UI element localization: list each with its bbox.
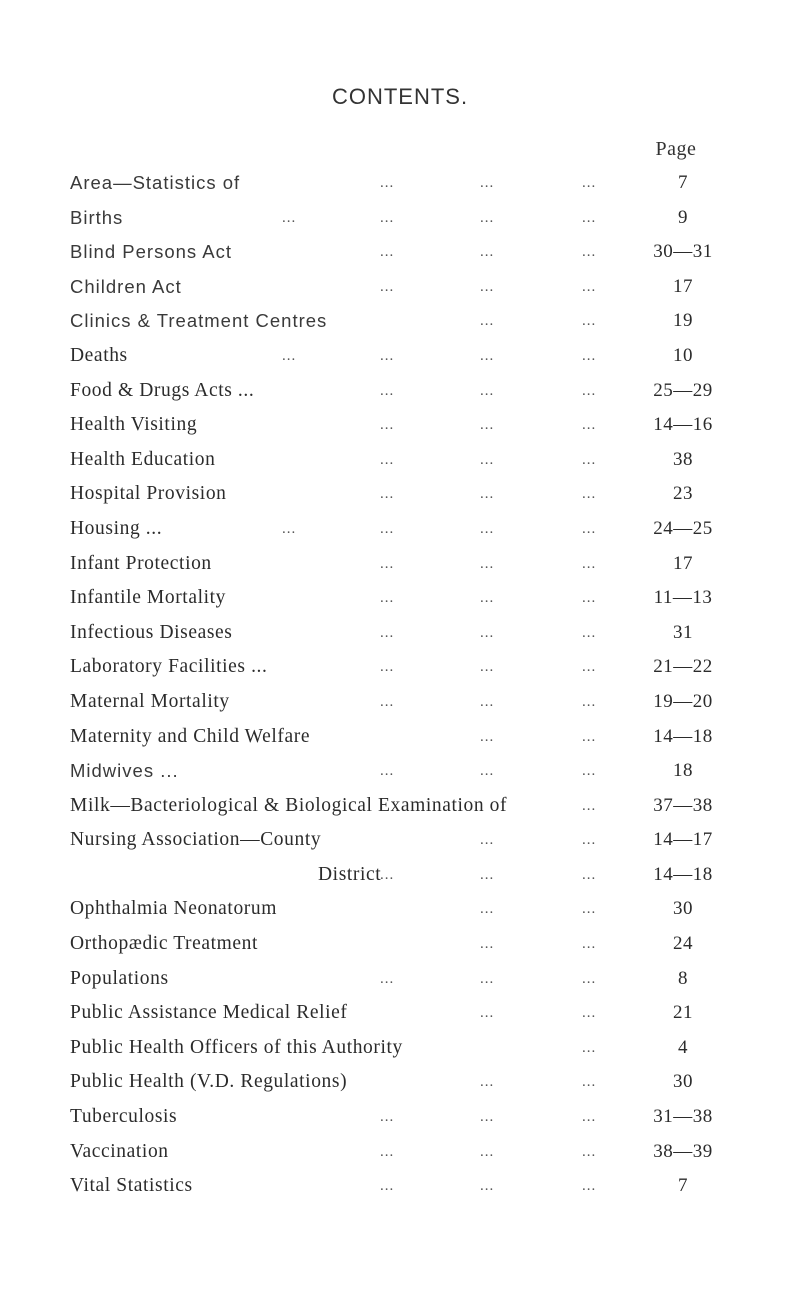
entry-page: 30 <box>673 1071 693 1093</box>
contents-entry <box>70 1171 730 1206</box>
leader-dots: ... <box>380 347 395 364</box>
entry-label: Deaths <box>70 344 128 366</box>
leader-dots: ... <box>480 693 495 710</box>
entry-page: 21 <box>673 1002 693 1024</box>
contents-entry <box>70 306 730 341</box>
entry-label: Children Act <box>70 275 182 297</box>
contents-entry <box>70 825 730 860</box>
entry-page: 8 <box>678 967 688 989</box>
entry-label: Hospital Provision <box>70 483 227 505</box>
contents-entry <box>70 791 730 826</box>
leader-dots: ... <box>582 175 597 191</box>
leader-dots: ... <box>480 278 495 295</box>
leader-dots: ... <box>582 278 597 295</box>
contents-entry <box>70 445 730 480</box>
leader-dots: ... <box>582 382 597 399</box>
leader-dots: ... <box>582 1005 597 1022</box>
entry-page: 14—18 <box>653 863 713 885</box>
leader-dots: ... <box>380 1143 395 1160</box>
leader-dots: ... <box>380 244 395 261</box>
leader-dots: ... <box>582 1143 597 1160</box>
contents-entry <box>70 652 730 687</box>
entry-page: 19 <box>673 310 693 332</box>
leader-dots: ... <box>480 763 495 780</box>
leader-dots: ... <box>582 970 597 987</box>
entry-page: 25—29 <box>653 379 713 401</box>
entry-page: 31 <box>673 621 693 643</box>
leader-dots: ... <box>480 866 495 883</box>
leader-dots: ... <box>582 763 597 780</box>
leader-dots: ... <box>480 313 495 330</box>
entry-label: Public Health (V.D. Regulations) <box>70 1071 348 1093</box>
entry-page: 24 <box>673 933 693 955</box>
entry-label: Public Assistance Medical Relief <box>70 1002 348 1024</box>
leader-dots: ... <box>582 313 597 330</box>
leader-dots: ... <box>582 624 597 641</box>
entry-label: Health Visiting <box>70 414 198 436</box>
contents-entry <box>70 272 730 307</box>
contents-entry <box>70 237 730 272</box>
entry-page: 7 <box>678 1175 688 1197</box>
contents-entry <box>70 894 730 929</box>
leader-dots: ... <box>380 278 395 295</box>
contents-list <box>70 168 730 1206</box>
leader-dots: ... <box>380 970 395 987</box>
contents-entry <box>70 756 730 791</box>
contents-entry <box>70 479 730 514</box>
leader-dots: ... <box>380 451 395 468</box>
entry-label: Infantile Mortality <box>70 587 226 609</box>
leader-dots: ... <box>380 866 395 883</box>
leader-dots: ... <box>380 175 395 191</box>
contents-entry <box>70 1067 730 1102</box>
leader-dots: ... <box>380 659 395 676</box>
contents-entry <box>70 618 730 653</box>
leader-dots: ... <box>480 936 495 953</box>
page-title: CONTENTS. <box>331 84 469 109</box>
leader-dots: ... <box>582 659 597 676</box>
leader-dots: ... <box>582 244 597 261</box>
leader-dots: ... <box>480 1074 495 1091</box>
leader-dots: ... <box>380 1109 395 1126</box>
entry-label: Ophthalmia Neonatorum <box>70 898 278 920</box>
entry-label: Nursing Association—County <box>70 829 322 851</box>
entry-page: 4 <box>678 1036 688 1058</box>
contents-entry <box>70 964 730 999</box>
entry-label: Maternal Mortality <box>70 690 230 712</box>
leader-dots: ... <box>582 728 597 745</box>
leader-dots: ... <box>480 728 495 745</box>
entry-page: 10 <box>673 344 693 366</box>
leader-dots: ... <box>480 901 495 918</box>
leader-dots: ... <box>582 1109 597 1126</box>
leader-dots: ... <box>480 1178 495 1195</box>
contents-entry <box>70 1033 730 1068</box>
contents-entry <box>70 1137 730 1172</box>
leader-dots: ... <box>380 763 395 780</box>
contents-entry <box>70 860 730 895</box>
leader-dots: ... <box>380 1178 395 1195</box>
leader-dots: ... <box>480 417 495 434</box>
entry-label: Maternity and Child Welfare <box>70 725 311 747</box>
leader-dots: ... <box>380 520 395 537</box>
contents-entry <box>70 929 730 964</box>
entry-label: Laboratory Facilities ... <box>70 656 268 678</box>
leader-dots: ... <box>582 590 597 607</box>
entry-page: 9 <box>678 206 688 228</box>
entry-label: Tuberculosis <box>70 1106 178 1128</box>
contents-entry <box>70 168 730 203</box>
entry-page: 18 <box>673 760 693 782</box>
contents-entry <box>70 376 730 411</box>
entry-label: District <box>318 863 382 885</box>
page-column-header: Page <box>655 138 697 160</box>
leader-dots: ... <box>480 1109 495 1126</box>
leader-dots: ... <box>480 382 495 399</box>
entry-page: 37—38 <box>653 794 713 816</box>
leader-dots: ... <box>380 209 395 226</box>
entry-page: 17 <box>673 275 693 297</box>
entry-label: Births <box>70 206 124 228</box>
leader-dots: ... <box>480 555 495 572</box>
leader-dots: ... <box>582 797 597 814</box>
leader-dots: ... <box>582 209 597 226</box>
leader-dots: ... <box>380 590 395 607</box>
leader-dots: ... <box>480 1005 495 1022</box>
entry-label: Vital Statistics <box>70 1175 193 1197</box>
entry-page: 24—25 <box>653 517 713 539</box>
leader-dots: ... <box>582 555 597 572</box>
leader-dots: ... <box>282 520 297 537</box>
entry-page: 14—16 <box>653 414 713 436</box>
entry-label: Milk—Bacteriological & Biological Examination of <box>70 794 508 816</box>
entry-page: 31—38 <box>653 1106 713 1128</box>
leader-dots: ... <box>582 1178 597 1195</box>
entry-page: 7 <box>678 172 688 193</box>
entry-page: 23 <box>673 483 693 505</box>
entry-label: Housing ... <box>70 517 163 539</box>
contents-entry <box>70 687 730 722</box>
leader-dots: ... <box>380 555 395 572</box>
contents-entry <box>70 722 730 757</box>
entry-page: 17 <box>673 552 693 574</box>
contents-entry <box>70 410 730 445</box>
leader-dots: ... <box>480 244 495 261</box>
contents-entry <box>70 1102 730 1137</box>
contents-entry <box>70 549 730 584</box>
leader-dots: ... <box>582 520 597 537</box>
leader-dots: ... <box>282 347 297 364</box>
leader-dots: ... <box>582 866 597 883</box>
leader-dots: ... <box>480 590 495 607</box>
leader-dots: ... <box>582 486 597 503</box>
contents-entry <box>70 514 730 549</box>
leader-dots: ... <box>480 1143 495 1160</box>
leader-dots: ... <box>582 417 597 434</box>
contents-entry <box>70 583 730 618</box>
entry-page: 21—22 <box>653 656 713 678</box>
leader-dots: ... <box>480 347 495 364</box>
leader-dots: ... <box>380 417 395 434</box>
entry-label: Food & Drugs Acts ... <box>70 379 255 401</box>
leader-dots: ... <box>582 451 597 468</box>
entry-page: 30—31 <box>653 241 713 263</box>
entry-label: Infant Protection <box>70 552 212 574</box>
leader-dots: ... <box>582 1039 597 1056</box>
entry-label: Vaccination <box>70 1140 169 1162</box>
leader-dots: ... <box>480 209 495 226</box>
leader-dots: ... <box>582 347 597 364</box>
contents-entry <box>70 341 730 376</box>
contents-entry <box>70 203 730 238</box>
contents-entry <box>70 998 730 1033</box>
entry-label: Midwives ... <box>70 760 179 782</box>
leader-dots: ... <box>582 901 597 918</box>
entry-label: Clinics & Treatment Centres <box>70 310 328 332</box>
leader-dots: ... <box>480 486 495 503</box>
entry-page: 38—39 <box>653 1140 713 1162</box>
leader-dots: ... <box>480 520 495 537</box>
entry-label: Orthopædic Treatment <box>70 933 259 955</box>
entry-label: Health Education <box>70 448 216 470</box>
entry-page: 19—20 <box>653 690 713 712</box>
entry-page: 14—17 <box>653 829 713 851</box>
leader-dots: ... <box>480 624 495 641</box>
leader-dots: ... <box>380 624 395 641</box>
leader-dots: ... <box>582 693 597 710</box>
leader-dots: ... <box>380 693 395 710</box>
leader-dots: ... <box>582 936 597 953</box>
entry-label: Blind Persons Act <box>70 241 232 263</box>
entry-page: 14—18 <box>653 725 713 747</box>
leader-dots: ... <box>282 209 297 226</box>
entry-label: Infectious Diseases <box>70 621 233 643</box>
leader-dots: ... <box>480 832 495 849</box>
entry-page: 11—13 <box>653 587 713 609</box>
entry-label: Public Health Officers of this Authority <box>70 1036 403 1058</box>
leader-dots: ... <box>480 970 495 987</box>
leader-dots: ... <box>380 486 395 503</box>
leader-dots: ... <box>480 659 495 676</box>
leader-dots: ... <box>480 175 495 191</box>
entry-label: Area—Statistics of <box>70 172 241 193</box>
leader-dots: ... <box>582 832 597 849</box>
entry-label: Populations <box>70 967 169 989</box>
entry-page: 38 <box>673 448 693 470</box>
leader-dots: ... <box>582 1074 597 1091</box>
leader-dots: ... <box>380 382 395 399</box>
leader-dots: ... <box>480 451 495 468</box>
entry-page: 30 <box>673 898 693 920</box>
